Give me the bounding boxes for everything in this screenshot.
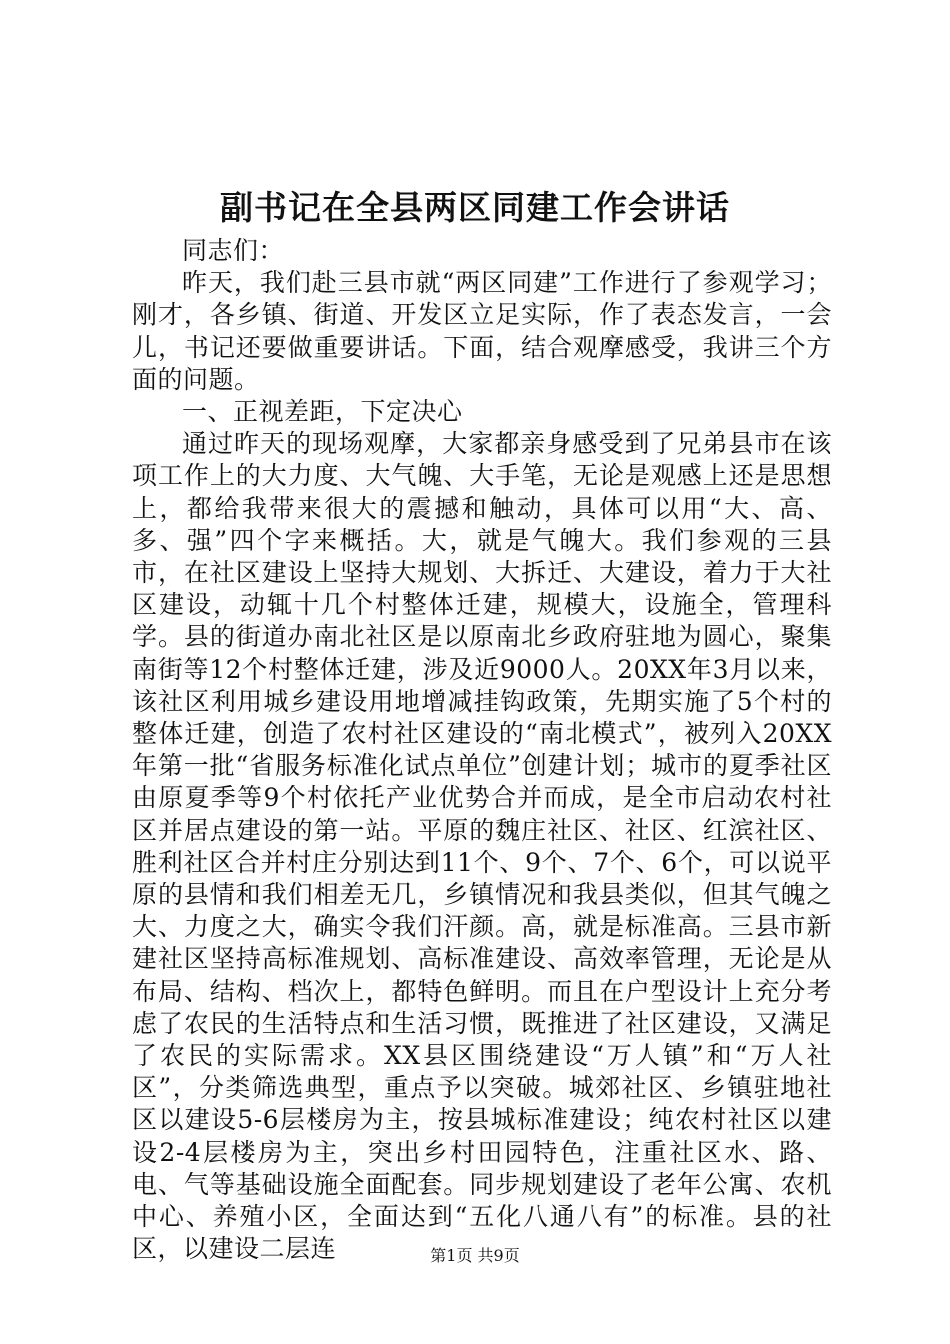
intro-paragraph: 昨天，我们赴三县市就“两区同建”工作进行了参观学习；刚才，各乡镇、街道、开发区立足实际，作了表态发言，一会儿，书记还要做重要讲话。下面，结合观摩感受，我讲三个方面的问题。 (132, 268, 832, 394)
body-paragraph: 通过昨天的现场观摩，大家都亲身感受到了兄弟县市在该项工作上的大力度、大气魄、大手笔，无论是观感上还是思想上，都给我带来很大的震撼和触动，具体可以用“大、高、多、强”四个字来概括。大，就是气魄大。我们参观的三县市，在社区建设上坚持大规划、大拆迁、大建设，着力于大社区建设，动辄十几个村整体迁建，规模大，设施全，管理科学。县的街道办南北社区是以原南北乡政府驻地为圆心，聚集南街等12个村整体迁建，涉及近9000人。20XX年3月以来，该社区利用城乡建设用地增减挂钩政策，先期实施了5个村的整体迁建，创造了农村社区建设的“南北模式”，被列入20XX年第一批“省服务标准化试点单位”创建计划；城市的夏季社区由原夏季等9个村依托产业优势合并而成，是全市启动农村社区并居点建设的第一站。平原的魏庄社区、社区、红滨社区、胜利社区合并村庄分别达到11个、9个、7个、6个，可以说平原的县情和我们相差无几，乡镇情况和我县类似，但其气魄之大、力度之大，确实令我们汗颜。高，就是标准高。三县市新建社区坚持高标准规划、高标准建设、高效率管理，无论是从布局、结构、档次上，都特色鲜明。而且在户型设计上充分考虑了农民的生活特点和生活习惯，既推进了社区建设，又满足了农民的实际需求。XX县区围绕建设“万人镇”和“万人社区”，分类筛选典型，重点予以突破。城郊社区、乡镇驻地社区以建设5-6层楼房为主，按县城标准建设；纯农村社区以建设2-4层楼房为主，突出乡村田园特色，注重社区水、路、电、气等基础设施全面配套。同步规划建设了老年公寓、农机中心、养殖小区，全面达到“五化八通八有”的标准。县的社区，以建设二层连 (132, 429, 832, 1264)
document-body (132, 235, 832, 1266)
page-footer: 第1页 共9页 (430, 1246, 520, 1265)
document-title: 副书记在全县两区同建工作会讲话 (220, 188, 730, 227)
salutation-paragraph: 同志们： (182, 236, 285, 265)
section-heading: 一、正视差距，下定决心 (182, 397, 463, 427)
